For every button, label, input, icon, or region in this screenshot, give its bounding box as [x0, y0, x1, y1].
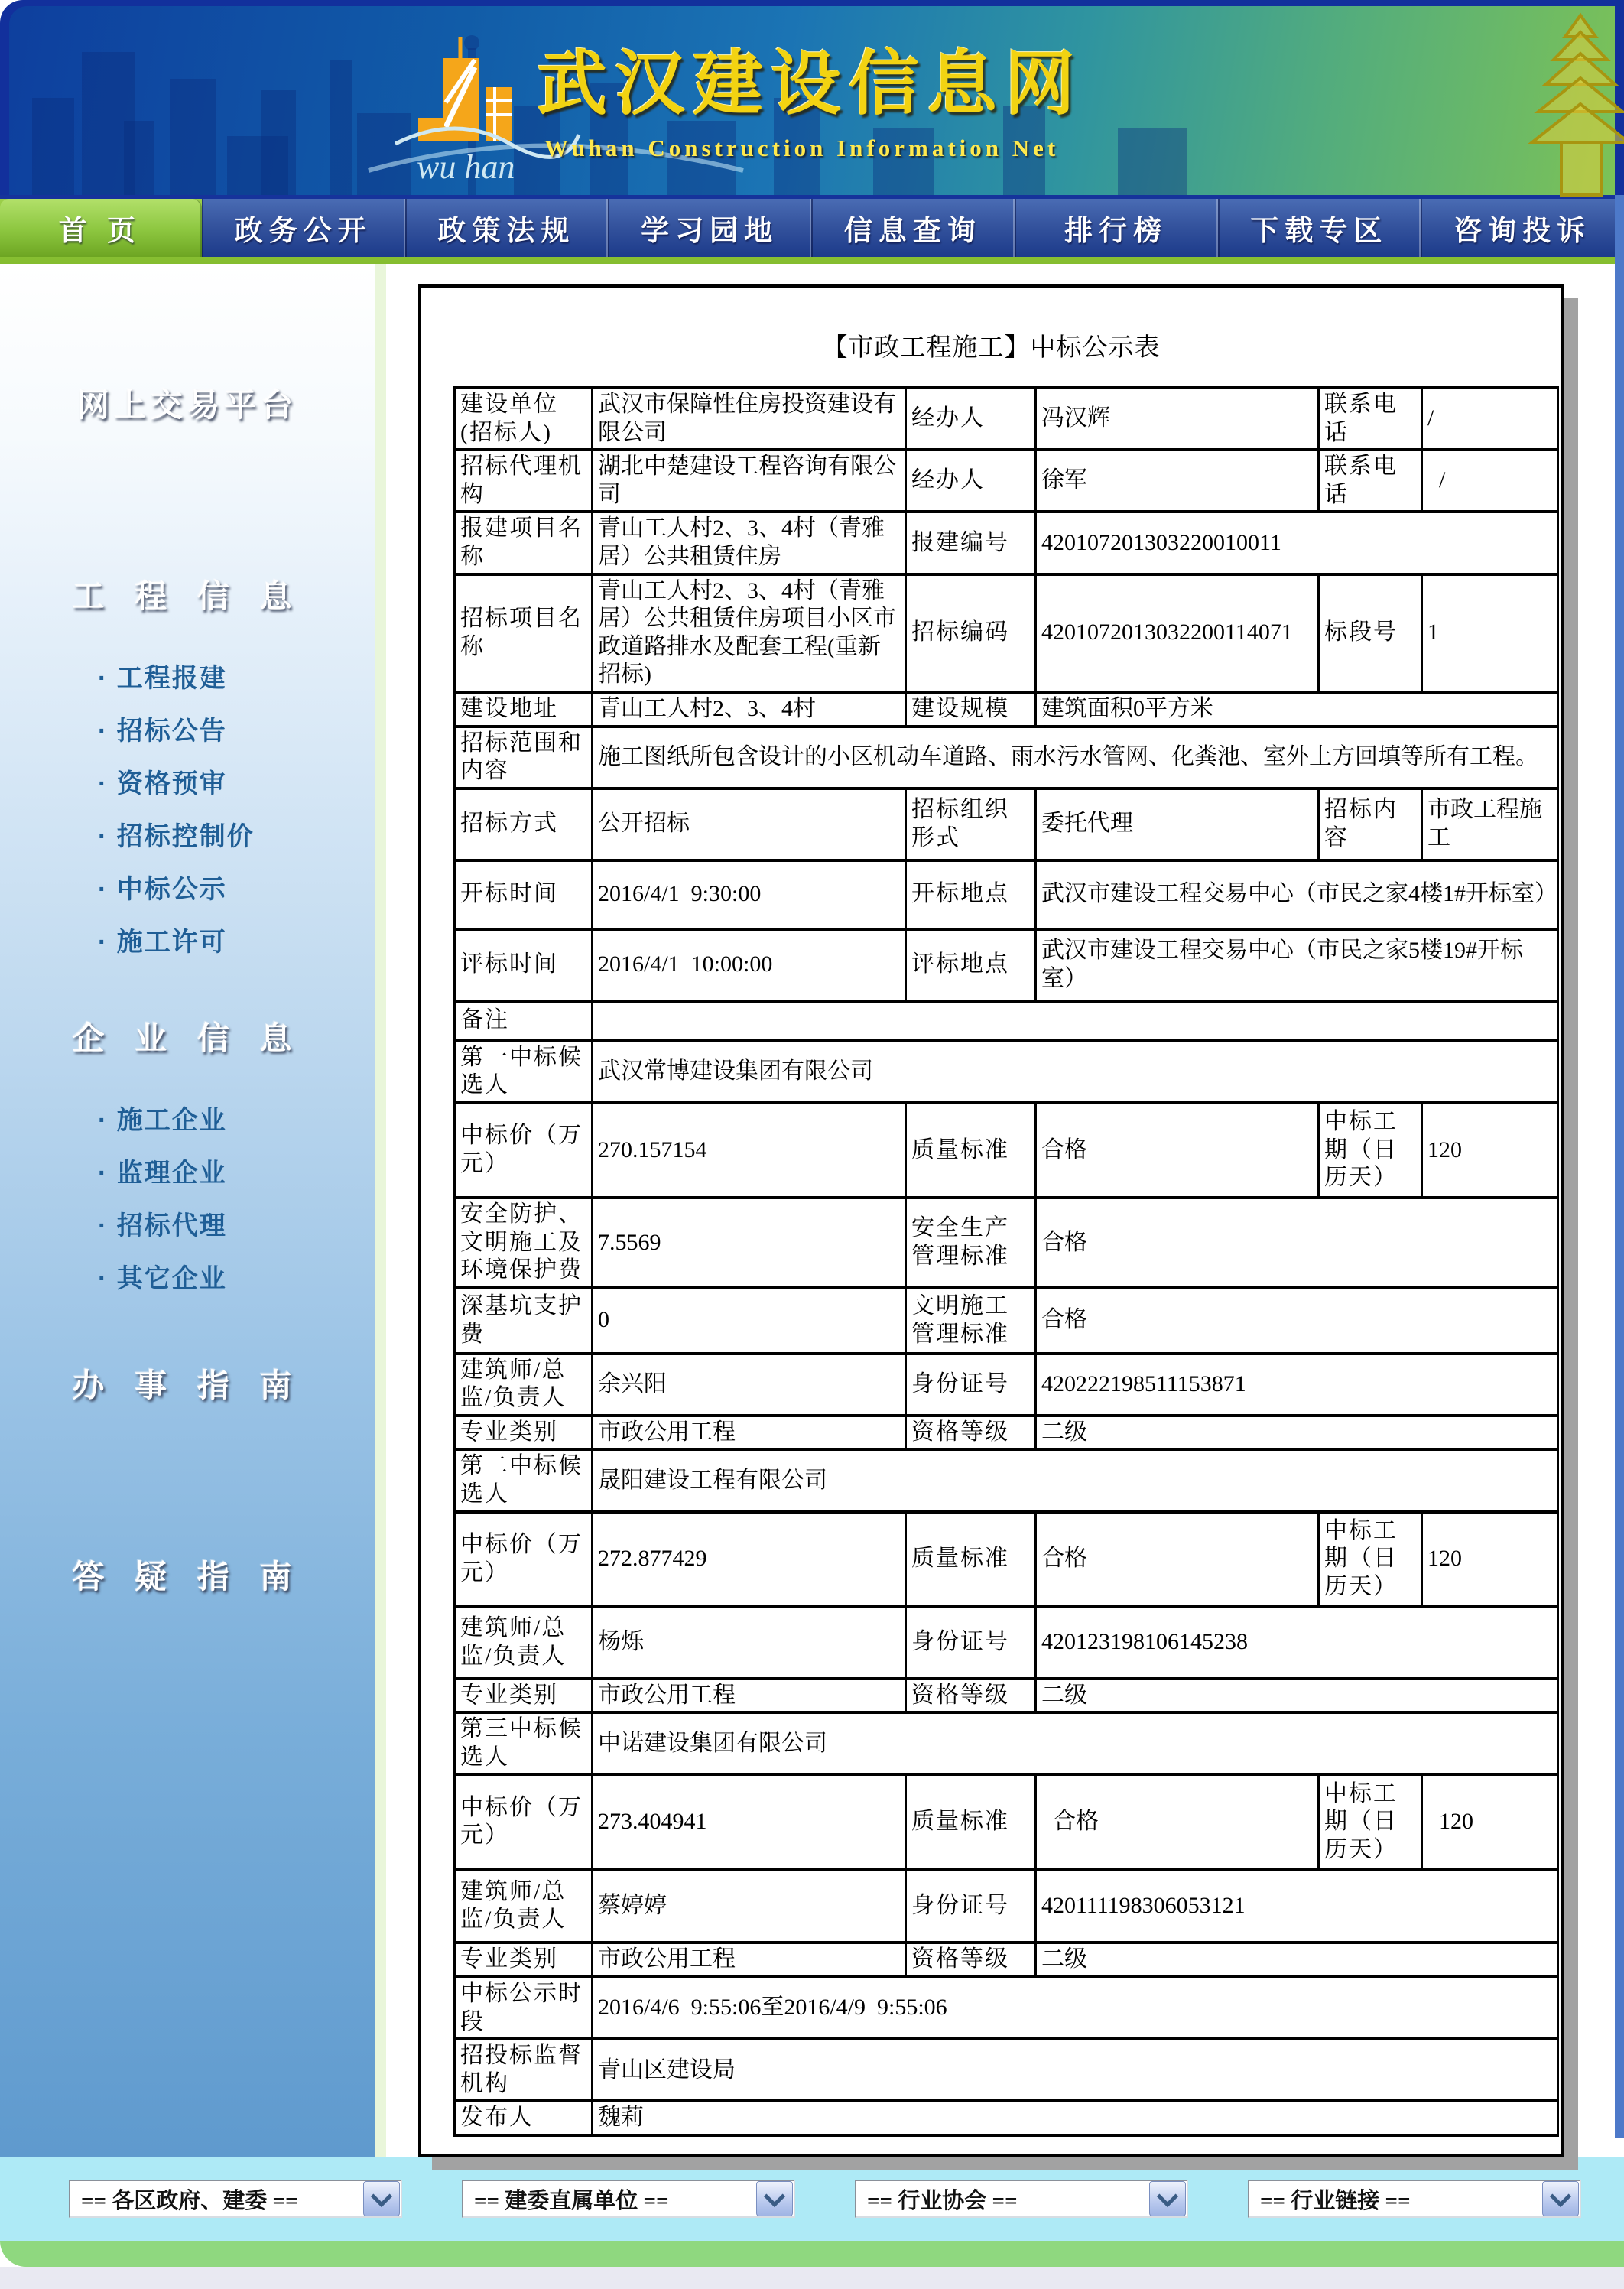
table-row	[455, 1001, 1558, 1041]
field-label: 备注	[455, 1001, 593, 1041]
sidebar-section-title: 网上交易平台	[76, 387, 297, 423]
field-label: 文明施工管理标准	[906, 1288, 1036, 1354]
table-row	[455, 388, 1558, 450]
field-label: 质量标准	[906, 1103, 1036, 1198]
nav-tab-label: 排行榜	[1064, 215, 1168, 246]
table-row	[455, 929, 1558, 1001]
field-label: 第三中标候选人	[455, 1712, 593, 1774]
sidebar-item-资格预审[interactable]: · 资格预审	[98, 762, 375, 815]
sidebar	[0, 264, 375, 2157]
field-label: 第二中标候选人	[455, 1449, 593, 1511]
announcement-panel	[418, 284, 1564, 2157]
chevron-down-icon	[1550, 2186, 1571, 2207]
field-value: 420123198106145238	[1036, 1607, 1558, 1679]
table-row	[455, 1774, 1558, 1869]
field-label: 专业类别	[455, 1943, 593, 1977]
field-label: 标段号	[1319, 574, 1422, 692]
field-value: 二级	[1036, 1416, 1558, 1450]
field-label: 专业类别	[455, 1416, 593, 1450]
nav-tab-label: 下载专区	[1250, 215, 1389, 246]
field-label: 质量标准	[906, 1512, 1036, 1607]
field-value: 二级	[1036, 1679, 1558, 1713]
field-value: 1	[1422, 574, 1558, 692]
field-value: 湖北中楚建设工程咨询有限公司	[593, 450, 906, 512]
footer-link-bar	[0, 2157, 1624, 2241]
footer-select-value: == 行业协会 ==	[867, 2188, 1018, 2213]
field-label: 招标内容	[1319, 788, 1422, 860]
field-value: 合格	[1036, 1103, 1319, 1198]
nav-tab-6[interactable]	[1015, 199, 1218, 257]
field-value: 建筑面积0平方米	[1036, 692, 1558, 727]
field-label: 中标工期（日历天）	[1319, 1103, 1422, 1198]
field-label: 招标项目名称	[455, 574, 593, 692]
footer-select-value: == 建委直属单位 ==	[474, 2188, 669, 2213]
field-label: 开标地点	[906, 860, 1036, 929]
field-value	[593, 1001, 1558, 1041]
field-label: 质量标准	[906, 1774, 1036, 1869]
field-value: 270.157154	[593, 1103, 906, 1198]
field-label: 建设地址	[455, 692, 593, 727]
field-label: 报建项目名称	[455, 512, 593, 574]
field-value: 2016/4/1 9:30:00	[593, 860, 906, 929]
table-row	[455, 450, 1558, 512]
table-row	[455, 1449, 1558, 1511]
field-value: 魏莉	[593, 2101, 1558, 2135]
dropdown-arrow-button[interactable]	[756, 2181, 793, 2216]
field-label: 建设单位(招标人)	[455, 388, 593, 450]
pagoda-icon	[1532, 15, 1624, 195]
nav-tab-5[interactable]	[811, 199, 1015, 257]
table-row	[455, 1103, 1558, 1198]
field-label: 专业类别	[455, 1679, 593, 1713]
sidebar-item-中标公示[interactable]: · 中标公示	[98, 868, 375, 921]
field-value: 合格	[1036, 1512, 1319, 1607]
field-value: 晟阳建设工程有限公司	[593, 1449, 1558, 1511]
field-value: 青山区建设局	[593, 2039, 1558, 2101]
site-title: 武汉建设信息网	[537, 45, 1083, 123]
logo-script: wu han	[417, 148, 515, 186]
field-value: 武汉市建设工程交易中心（市民之家5楼19#开标室）	[1036, 929, 1558, 1001]
field-label: 身份证号	[906, 1869, 1036, 1943]
footer-select-value: == 行业链接 ==	[1260, 2188, 1411, 2213]
table-row	[455, 1943, 1558, 1977]
field-label: 招标方式	[455, 788, 593, 860]
field-label: 第一中标候选人	[455, 1041, 593, 1103]
table-row	[455, 512, 1558, 574]
field-label: 经办人	[906, 450, 1036, 512]
sidebar-section-title: 办 事 指 南	[72, 1367, 303, 1403]
field-label: 安全防护、文明施工及环境保护费	[455, 1198, 593, 1288]
nav-tab-label: 政策法规	[437, 215, 576, 246]
field-label: 中标价（万元）	[455, 1103, 593, 1198]
field-label: 招标代理机构	[455, 450, 593, 512]
field-label: 深基坑支护费	[455, 1288, 593, 1354]
nav-tab-label: 咨询投诉	[1453, 215, 1592, 246]
page-bottom-margin	[0, 2267, 1624, 2289]
chevron-down-icon	[371, 2186, 392, 2207]
field-label: 安全生产管理标准	[906, 1198, 1036, 1288]
table-row	[455, 692, 1558, 727]
sidebar-item-施工许可[interactable]: · 施工许可	[98, 921, 375, 974]
nav-tab-label: 首 页	[58, 215, 142, 246]
field-value: 中诺建设集团有限公司	[593, 1712, 1558, 1774]
sidebar-divider	[375, 264, 386, 2157]
field-label: 发布人	[455, 2101, 593, 2135]
field-label: 招投标监督机构	[455, 2039, 593, 2101]
field-value: 273.404941	[593, 1774, 906, 1869]
field-value: /	[1422, 450, 1558, 512]
field-label: 建设规模	[906, 692, 1036, 727]
sidebar-section-title: 企 业 信 息	[72, 1020, 303, 1056]
field-label: 中标工期（日历天）	[1319, 1774, 1422, 1869]
field-label: 中标价（万元）	[455, 1774, 593, 1869]
field-value: 市政公用工程	[593, 1943, 906, 1977]
field-value: 合格	[1036, 1288, 1558, 1354]
field-label: 身份证号	[906, 1607, 1036, 1679]
field-value: 420111198306053121	[1036, 1869, 1558, 1943]
nav-tab-1[interactable]	[0, 199, 202, 257]
field-value: 余兴阳	[593, 1354, 906, 1416]
field-label: 联系电话	[1319, 450, 1422, 512]
dropdown-arrow-button[interactable]	[1149, 2181, 1186, 2216]
table-row	[455, 1416, 1558, 1450]
footer-select-value: == 各区政府、建委 ==	[81, 2188, 298, 2213]
sidebar-section-list	[0, 1099, 375, 1310]
field-value: 施工图纸所包含设计的小区机动车道路、雨水污水管网、化粪池、室外土方回填等所有工程。	[593, 727, 1558, 788]
table-row	[455, 860, 1558, 929]
field-value: 4201072013032200114071	[1036, 574, 1319, 692]
sidebar-item-监理企业[interactable]: · 监理企业	[98, 1152, 375, 1205]
field-value: 冯汉辉	[1036, 388, 1319, 450]
sidebar-item-工程报建[interactable]: · 工程报建	[98, 657, 375, 710]
table-row	[455, 1607, 1558, 1679]
field-label: 资格等级	[906, 1943, 1036, 1977]
field-value: 市政工程施工	[1422, 788, 1558, 860]
table-row	[455, 1512, 1558, 1607]
field-label: 招标范围和内容	[455, 727, 593, 788]
table-row	[455, 1041, 1558, 1103]
field-label: 资格等级	[906, 1679, 1036, 1713]
nav-tab-label: 政务公开	[234, 215, 372, 246]
footer	[0, 2157, 1624, 2267]
table-row	[455, 2101, 1558, 2135]
content-area	[386, 264, 1624, 2157]
field-value: 青山工人村2、3、4村（青雅居）公共租赁住房项目小区市政道路排水及配套工程(重新招标)	[593, 574, 906, 692]
field-value: 青山工人村2、3、4村（青雅居）公共租赁住房	[593, 512, 906, 574]
field-value: 272.877429	[593, 1512, 906, 1607]
table-row	[455, 574, 1558, 692]
field-value: 杨烁	[593, 1607, 906, 1679]
field-value: 420107201303220010011	[1036, 512, 1558, 574]
field-value: 青山工人村2、3、4村	[593, 692, 906, 727]
main-nav	[0, 195, 1624, 264]
field-label: 评标地点	[906, 929, 1036, 1001]
header-banner	[9, 6, 1615, 195]
field-label: 招标组织形式	[906, 788, 1036, 860]
field-value: 120	[1422, 1103, 1558, 1198]
field-value: 二级	[1036, 1943, 1558, 1977]
nav-tab-label: 学习园地	[641, 215, 779, 246]
table-row	[455, 1869, 1558, 1943]
field-label: 招标编码	[906, 574, 1036, 692]
footer-select-4[interactable]	[1248, 2180, 1581, 2218]
sidebar-item-招标公告[interactable]: · 招标公告	[98, 710, 375, 762]
bid-announcement-table	[453, 386, 1559, 2137]
field-value: 0	[593, 1288, 906, 1354]
header	[0, 0, 1624, 195]
field-value: 2016/4/6 9:55:06至2016/4/9 9:55:06	[593, 1977, 1558, 2039]
field-label: 开标时间	[455, 860, 593, 929]
field-value: 蔡婷婷	[593, 1869, 906, 1943]
field-label: 报建编号	[906, 512, 1036, 574]
table-row	[455, 1679, 1558, 1713]
sidebar-item-招标代理[interactable]: · 招标代理	[98, 1205, 375, 1257]
field-value: 徐军	[1036, 450, 1319, 512]
sidebar-item-其它企业[interactable]: · 其它企业	[98, 1257, 375, 1310]
field-label: 建筑师/总监/负责人	[455, 1607, 593, 1679]
nav-tab-label: 信息查询	[843, 215, 982, 246]
field-label: 中标价（万元）	[455, 1512, 593, 1607]
field-value: 合格	[1036, 1198, 1558, 1288]
dropdown-arrow-button[interactable]	[1542, 2181, 1579, 2216]
dropdown-arrow-button[interactable]	[363, 2181, 400, 2216]
field-label: 建筑师/总监/负责人	[455, 1869, 593, 1943]
field-label: 资格等级	[906, 1416, 1036, 1450]
field-label: 评标时间	[455, 929, 593, 1001]
nav-tab-7[interactable]	[1218, 199, 1421, 257]
field-label: 中标公示时段	[455, 1977, 593, 2039]
table-title: 【市政工程施工】中标公示表	[822, 334, 1161, 362]
nav-tab-4[interactable]	[608, 199, 811, 257]
field-value: 合格	[1036, 1774, 1319, 1869]
field-label: 联系电话	[1319, 388, 1422, 450]
table-row	[455, 727, 1558, 788]
chevron-down-icon	[1157, 2186, 1178, 2207]
field-value: 公开招标	[593, 788, 906, 860]
table-row	[455, 1977, 1558, 2039]
chevron-down-icon	[764, 2186, 785, 2207]
field-value: 委托代理	[1036, 788, 1319, 860]
table-row	[455, 1712, 1558, 1774]
table-row	[455, 2039, 1558, 2101]
field-value: /	[1422, 388, 1558, 450]
sidebar-section-title: 答 疑 指 南	[72, 1559, 303, 1595]
field-value: 2016/4/1 10:00:00	[593, 929, 906, 1001]
table-row	[455, 1198, 1558, 1288]
sidebar-item-招标控制价[interactable]: · 招标控制价	[98, 815, 375, 868]
field-label: 建筑师/总监/负责人	[455, 1354, 593, 1416]
field-label: 中标工期（日历天）	[1319, 1512, 1422, 1607]
footer-green-strip	[0, 2241, 1624, 2267]
nav-tab-8[interactable]	[1421, 199, 1624, 257]
sidebar-item-施工企业[interactable]: · 施工企业	[98, 1099, 375, 1152]
field-value: 120	[1422, 1512, 1558, 1607]
table-row	[455, 788, 1558, 860]
sidebar-section-title: 工 程 信 息	[72, 578, 303, 614]
right-edge-bar	[1615, 195, 1624, 2138]
field-value: 武汉市保障性住房投资建设有限公司	[593, 388, 906, 450]
footer-select-3[interactable]	[855, 2180, 1188, 2218]
field-label: 经办人	[906, 388, 1036, 450]
field-value: 武汉市建设工程交易中心（市民之家4楼1#开标室）	[1036, 860, 1558, 929]
footer-select-2[interactable]	[462, 2180, 795, 2218]
table-row	[455, 1354, 1558, 1416]
sidebar-section-list	[0, 657, 375, 974]
site-subtitle: Wuhan Construction Information Net	[544, 135, 1060, 161]
field-value: 120	[1422, 1774, 1558, 1869]
field-value: 7.5569	[593, 1198, 906, 1288]
field-value: 市政公用工程	[593, 1416, 906, 1450]
field-value: 420222198511153871	[1036, 1354, 1558, 1416]
field-value: 武汉常博建设集团有限公司	[593, 1041, 1558, 1103]
footer-select-1[interactable]	[69, 2180, 402, 2218]
nav-tab-2[interactable]	[202, 199, 405, 257]
main-body	[0, 264, 1624, 2157]
field-value: 市政公用工程	[593, 1679, 906, 1713]
field-label: 身份证号	[906, 1354, 1036, 1416]
table-row	[455, 1288, 1558, 1354]
nav-tab-3[interactable]	[405, 199, 609, 257]
